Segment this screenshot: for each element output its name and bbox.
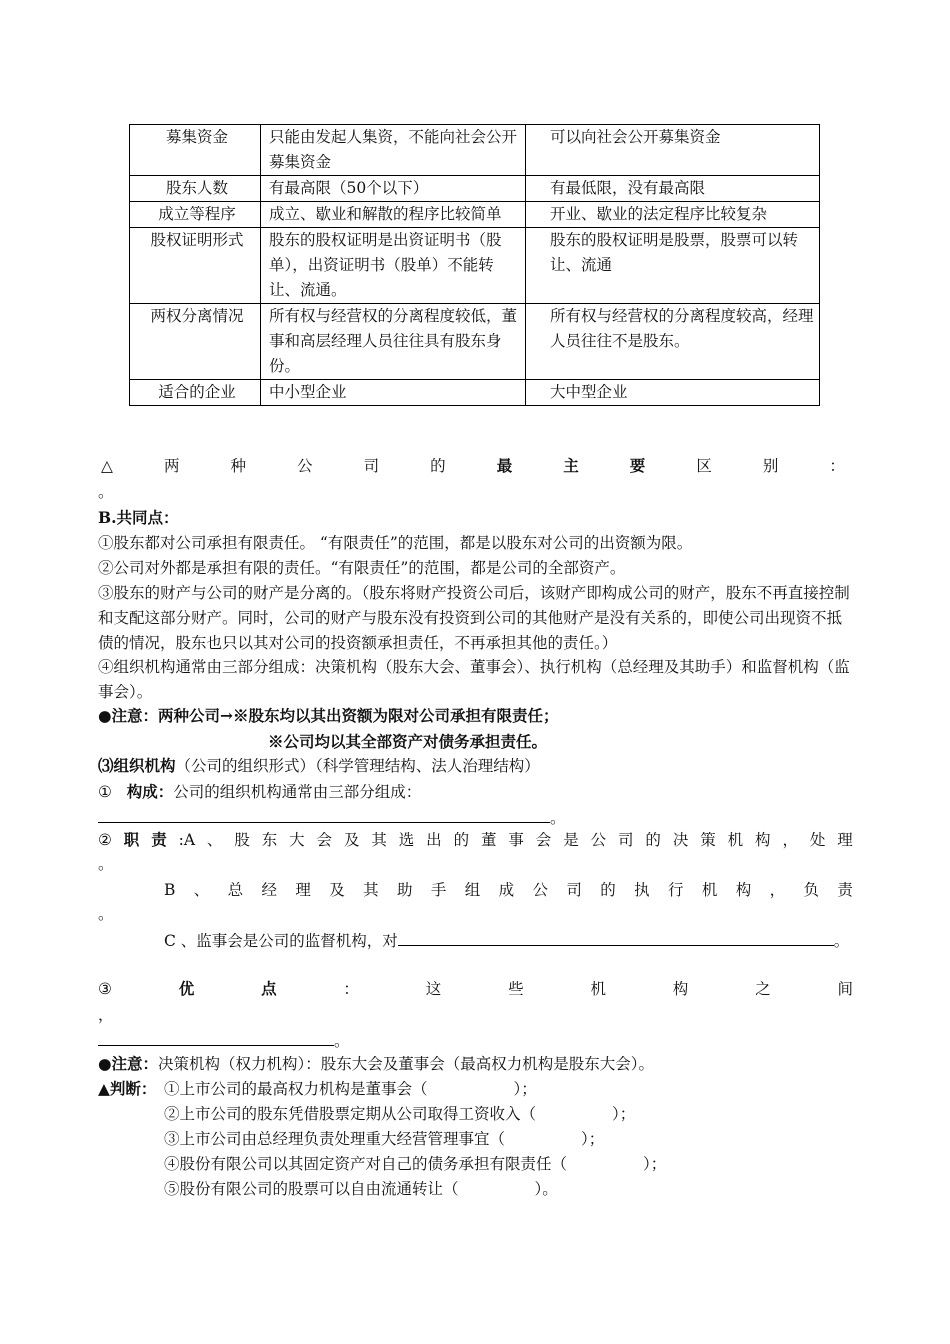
table-row	[130, 228, 820, 304]
spaced-char: ②	[98, 831, 112, 849]
spaced-char: 策	[700, 831, 716, 849]
judge-label: ▲判断：	[98, 1079, 157, 1098]
row-label-cell: 适合的企业	[130, 380, 261, 406]
table-row	[130, 125, 820, 176]
judge-item-close: ）。	[534, 1180, 558, 1198]
row-label-cell: 两权分离情况	[130, 304, 261, 380]
org-heading-bold: ⑶组织机构	[98, 756, 176, 775]
spaced-char: 区	[696, 457, 712, 475]
judge-item-close: ）；	[513, 1080, 537, 1098]
spaced-char: 司	[618, 831, 634, 849]
spaced-char: 处	[809, 831, 826, 849]
comparison-table	[129, 124, 820, 406]
duty-b-line	[164, 879, 853, 901]
table-row	[130, 176, 820, 202]
composition-line	[98, 781, 421, 803]
joint-stock-company-cell: 所有权与经营权的分离程度较高，经理人员往往不是股东。	[526, 304, 820, 380]
spaced-char: 司	[566, 881, 582, 899]
row-label-cell: 成立等程序	[130, 202, 261, 228]
spaced-char: 责	[151, 830, 167, 849]
spaced-char: ：	[829, 457, 845, 475]
spaced-char: 会	[535, 831, 552, 849]
spaced-char: B	[164, 881, 176, 899]
judge-item-5	[164, 1178, 558, 1200]
duty-a-end: 。	[98, 855, 114, 873]
duty-c-blank[interactable]	[398, 929, 834, 946]
org-heading-rest: （公司的组织形式）（科学管理结构、法人治理结构）	[175, 757, 540, 775]
spaced-char: 别	[762, 457, 779, 475]
spaced-char: 最	[496, 456, 513, 475]
duty-c-line	[164, 929, 849, 952]
spaced-char: 理	[837, 831, 853, 849]
judge-item-text: ⑤股份有限公司的股票可以自由流通转让（	[164, 1180, 459, 1198]
common-point-2: ②公司对外都是承担有限的责任。“有限责任”的范围，都是公司的全部资产。	[98, 559, 626, 577]
common-points-heading: B.共同点：	[98, 508, 179, 527]
table-row	[130, 380, 820, 406]
table-row	[130, 304, 820, 380]
judge-item-4	[164, 1153, 666, 1175]
spaced-char: ，	[782, 831, 798, 849]
joint-stock-company-cell: 股东的股权证明是股票，股票可以转让、流通	[526, 228, 820, 304]
spaced-char: 点	[261, 979, 277, 998]
spaced-char: 种	[230, 457, 247, 475]
advantage-line	[98, 978, 853, 1000]
spaced-char: 助	[397, 881, 413, 899]
judge-item-text: ③上市公司由总经理负责处理重大经营管理事宜（	[164, 1130, 506, 1148]
spaced-char: 机	[727, 831, 744, 849]
spaced-char: ，	[769, 881, 786, 899]
judge-item-text: ①上市公司的最高权力机构是董事会（	[164, 1080, 428, 1098]
note2-label: ●注意：	[98, 1054, 159, 1073]
spaced-char: 责	[837, 881, 853, 899]
spaced-char: 经	[261, 881, 278, 899]
main-difference-end: 。	[98, 483, 114, 501]
spaced-char: 公	[590, 831, 607, 849]
limited-company-cell: 中小型企业	[261, 380, 526, 406]
spaced-char: 构	[672, 980, 689, 998]
joint-stock-company-cell: 开业、歇业的法定程序比较复杂	[526, 202, 820, 228]
composition-label: 构成：	[126, 782, 174, 801]
duty-c-period: 。	[833, 932, 850, 950]
org-heading	[98, 755, 540, 777]
judge-item-close: ）；	[643, 1155, 667, 1173]
spaced-char: 董	[480, 831, 497, 849]
spaced-char: 机	[590, 980, 606, 998]
spaced-char: 执	[634, 881, 650, 899]
limited-company-cell: 有最高限（50个以下）	[261, 176, 526, 202]
spaced-char: 会	[316, 831, 333, 849]
spaced-char: 手	[430, 881, 447, 899]
composition-number: ①	[98, 783, 112, 801]
duty-c-text: C 、监事会是公司的监督机构，对	[164, 932, 398, 950]
spaced-char: 总	[227, 881, 244, 899]
joint-stock-company-cell: 可以向社会公开募集资金	[526, 125, 820, 176]
advantage-blank[interactable]	[98, 1029, 334, 1046]
spaced-char: 是	[563, 831, 579, 849]
duty-a-line	[98, 829, 853, 851]
judge-item-3	[164, 1128, 604, 1150]
common-point-1: ①股东都对公司承担有限责任。 “有限责任”的范围，都是以股东对公司的出资额为限。	[98, 534, 693, 552]
joint-stock-company-cell: 有最低限，没有最高限	[526, 176, 820, 202]
spaced-char: 职	[123, 830, 140, 849]
spaced-char: 主	[563, 456, 579, 475]
spaced-char: ③	[98, 980, 112, 998]
spaced-char: 行	[668, 881, 684, 899]
row-label-cell: 股东人数	[130, 176, 261, 202]
spaced-char: 负	[803, 881, 820, 899]
spaced-char: 的	[453, 831, 470, 849]
spaced-char: 股	[234, 831, 250, 849]
spaced-char: 公	[532, 881, 549, 899]
spaced-char: 及	[343, 831, 360, 849]
spaced-char: 选	[398, 831, 415, 849]
common-point-3: ③股东的财产与公司的财产是分离的。（股东将财产投资公司后，该财产即构成公司的财产，股东不再直接控制和支配这部分财产。同时，公司的财产与股东没有投资到公司的其他财产是没有关系的，即使公司出现资不抵债的情况，股东也只以其对公司的投资额承担责任，不再承担其他的责任。）	[98, 584, 850, 652]
spaced-char: 大	[289, 831, 305, 849]
judge-item-close: ）；	[612, 1105, 636, 1123]
composition-blank-line	[98, 806, 566, 829]
spaced-char: 构	[735, 881, 752, 899]
note-line-1: ●注意：两种公司→※股东均以其出资额为限对公司承担有限责任；	[98, 706, 559, 725]
spaced-char: 的	[430, 457, 446, 475]
table-row	[130, 202, 820, 228]
spaced-char: 事	[508, 831, 524, 849]
row-label-cell: 股权证明形式	[130, 228, 261, 304]
main-difference-line	[101, 455, 845, 477]
row-label-cell: 募集资金	[130, 125, 261, 176]
judge-item-1	[164, 1078, 537, 1100]
spaced-char: ：	[343, 980, 359, 998]
spaced-char: 组	[464, 881, 481, 899]
spaced-char: 成	[498, 881, 515, 899]
judge-item-text: ④股份有限公司以其固定资产对自己的债务承担有限责任（	[164, 1155, 568, 1173]
limited-company-cell: 股东的股权证明是出资证明书（股单），出资证明书（股单）不能转让、流通。	[261, 228, 526, 304]
spaced-char: :A	[178, 831, 196, 849]
limited-company-cell: 成立、歇业和解散的程序比较简单	[261, 202, 526, 228]
common-point-4: ④组织机构通常由三部分组成：决策机构（股东大会、董事会）、执行机构（总经理及其助手）和监督机构（监事会）。	[98, 658, 850, 701]
composition-text: 公司的组织机构通常由三部分组成：	[173, 783, 422, 801]
note2-text: 决策机构（权力机构）：股东大会及董事会（最高权力机构是股东大会）。	[158, 1055, 655, 1073]
advantage-comma: ，	[98, 1006, 114, 1024]
duty-b-end: 。	[98, 905, 114, 923]
limited-company-cell: 所有权与经营权的分离程度较低，董事和高层经理人员往往具有股东身份。	[261, 304, 526, 380]
spaced-char: 这	[425, 980, 442, 998]
note2-line	[98, 1053, 654, 1075]
spaced-char: 东	[261, 831, 278, 849]
spaced-char: 些	[508, 980, 524, 998]
spaced-char: 的	[645, 831, 661, 849]
spaced-char: △	[101, 457, 113, 475]
composition-period: 。	[550, 809, 566, 827]
spaced-char: 之	[755, 980, 771, 998]
spaced-char: 出	[426, 831, 442, 849]
spaced-char: 其	[371, 831, 387, 849]
spaced-char: 两	[163, 457, 180, 475]
spaced-char: 、	[206, 831, 223, 849]
spaced-char: 要	[629, 456, 646, 475]
spaced-char: 理	[295, 881, 311, 899]
joint-stock-company-cell: 大中型企业	[526, 380, 820, 406]
spaced-char: 构	[755, 831, 771, 849]
advantage-blank-line	[98, 1029, 350, 1052]
advantage-period: 。	[334, 1032, 350, 1050]
spaced-char: 间	[837, 980, 853, 998]
note-line-2: ※公司均以其全部资产对债务承担责任。	[268, 732, 548, 751]
limited-company-cell: 只能由发起人集资，不能向社会公开募集资金	[261, 125, 526, 176]
composition-blank[interactable]	[98, 806, 550, 823]
judge-item-close: ）；	[581, 1130, 605, 1148]
judge-item-text: ②上市公司的股东凭借股票定期从公司取得工资收入（	[164, 1105, 537, 1123]
spaced-char: 、	[193, 881, 210, 899]
spaced-char: 的	[600, 881, 616, 899]
spaced-char: 优	[178, 979, 195, 998]
spaced-char: 及	[329, 881, 345, 899]
spaced-char: 机	[701, 881, 718, 899]
spaced-char: 公	[297, 457, 313, 475]
spaced-char: 司	[363, 457, 380, 475]
spaced-char: 其	[363, 881, 379, 899]
judge-item-2	[164, 1103, 635, 1125]
spaced-char: 决	[672, 831, 689, 849]
